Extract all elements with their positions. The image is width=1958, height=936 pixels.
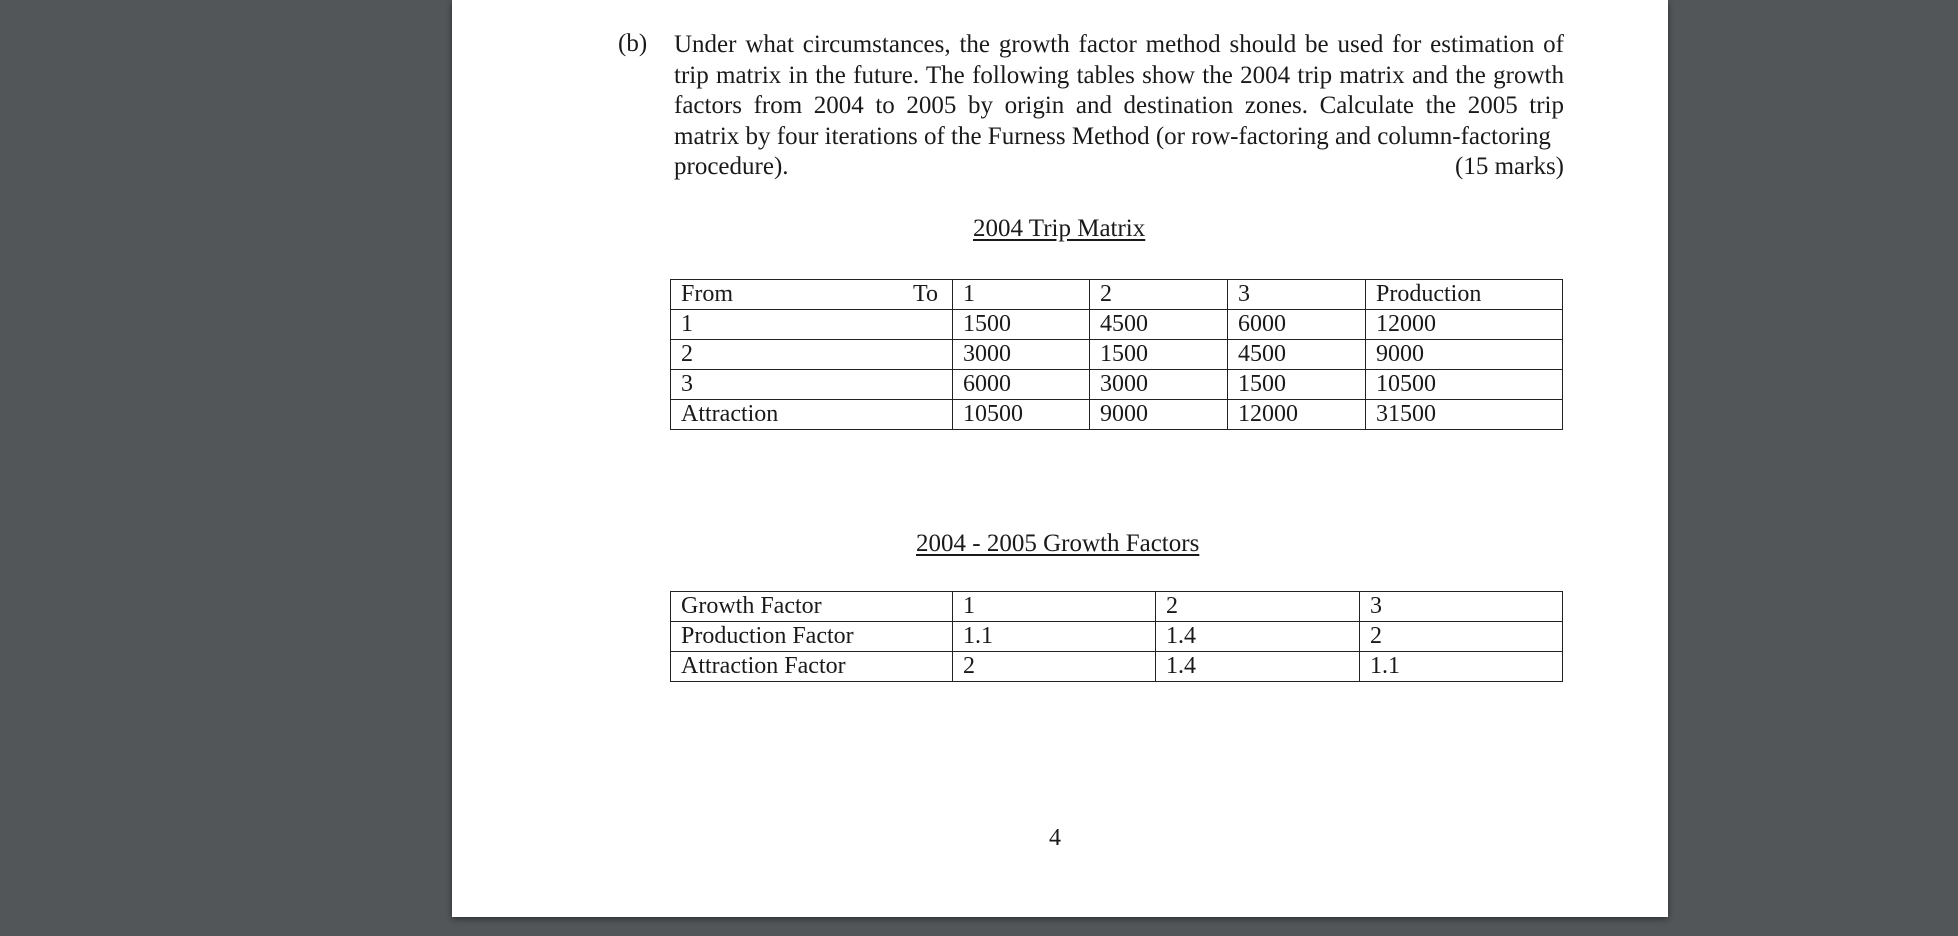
growth-factors-table <box>670 591 1563 682</box>
document-page <box>452 0 1668 917</box>
from-to-header-cell <box>671 280 953 310</box>
table-cell: 4500 <box>1228 340 1366 370</box>
table-cell: 1500 <box>1228 370 1366 400</box>
table-cell: 1.4 <box>1156 652 1360 682</box>
row-label: 3 <box>671 370 953 400</box>
trip-matrix-caption: 2004 Trip Matrix <box>973 215 1146 242</box>
column-header: 2 <box>1090 280 1228 310</box>
column-header: 2 <box>1156 592 1360 622</box>
table-cell: 1.4 <box>1156 622 1360 652</box>
table-cell: 4500 <box>1090 310 1228 340</box>
table-row <box>671 340 1563 370</box>
question-text <box>674 30 1564 183</box>
table-cell: 1500 <box>953 310 1090 340</box>
column-header: 1 <box>953 592 1156 622</box>
table-header-row <box>671 280 1563 310</box>
table-cell: 3000 <box>1090 370 1228 400</box>
table-row <box>671 400 1563 430</box>
table-cell: 2 <box>953 652 1156 682</box>
table-cell: 1.1 <box>1360 652 1563 682</box>
question-last-line <box>674 152 1564 183</box>
table-cell: 3000 <box>953 340 1090 370</box>
trip-matrix-table <box>670 279 1563 430</box>
table-cell: 6000 <box>953 370 1090 400</box>
row-label: 1 <box>671 310 953 340</box>
table-row <box>671 652 1563 682</box>
question-marks: (15 marks) <box>1455 153 1564 180</box>
page-number: 4 <box>1049 825 1061 851</box>
table-cell: 2 <box>1360 622 1563 652</box>
table-row <box>671 622 1563 652</box>
column-header: 3 <box>1228 280 1366 310</box>
table-cell: 10500 <box>1366 370 1563 400</box>
table-cell: 1.1 <box>953 622 1156 652</box>
row-label: 2 <box>671 340 953 370</box>
growth-factors-caption: 2004 - 2005 Growth Factors <box>916 530 1200 557</box>
column-header: 3 <box>1360 592 1563 622</box>
table-cell: 12000 <box>1366 310 1563 340</box>
table-row <box>671 370 1563 400</box>
row-label: Attraction <box>671 400 953 430</box>
table-cell: 9000 <box>1366 340 1563 370</box>
column-header: Growth Factor <box>671 592 953 622</box>
row-label: Production Factor <box>671 622 953 652</box>
table-cell: 12000 <box>1228 400 1366 430</box>
to-label: To <box>913 281 938 307</box>
table-cell: 6000 <box>1228 310 1366 340</box>
table-cell: 1500 <box>1090 340 1228 370</box>
table-cell: 9000 <box>1090 400 1228 430</box>
question-label: (b) <box>618 30 648 57</box>
table-cell: 31500 <box>1366 400 1563 430</box>
question-text-main: Under what circumstances, the growth factor method should be used for estimation of trip matrix in the future. The following tables show the 2004 trip matrix and the growth factors from 2004 to 2005 by origin and destination zones. Calculate the 2005 trip matrix by four iterations of the Furness Method (or row-factoring and column-factoring <box>674 31 1564 150</box>
row-label: Attraction Factor <box>671 652 953 682</box>
table-row <box>671 310 1563 340</box>
table-header-row <box>671 592 1563 622</box>
from-label: From <box>681 281 734 307</box>
question-text-last: procedure). <box>674 153 789 180</box>
column-header: Production <box>1366 280 1563 310</box>
table-cell: 10500 <box>953 400 1090 430</box>
column-header: 1 <box>953 280 1090 310</box>
